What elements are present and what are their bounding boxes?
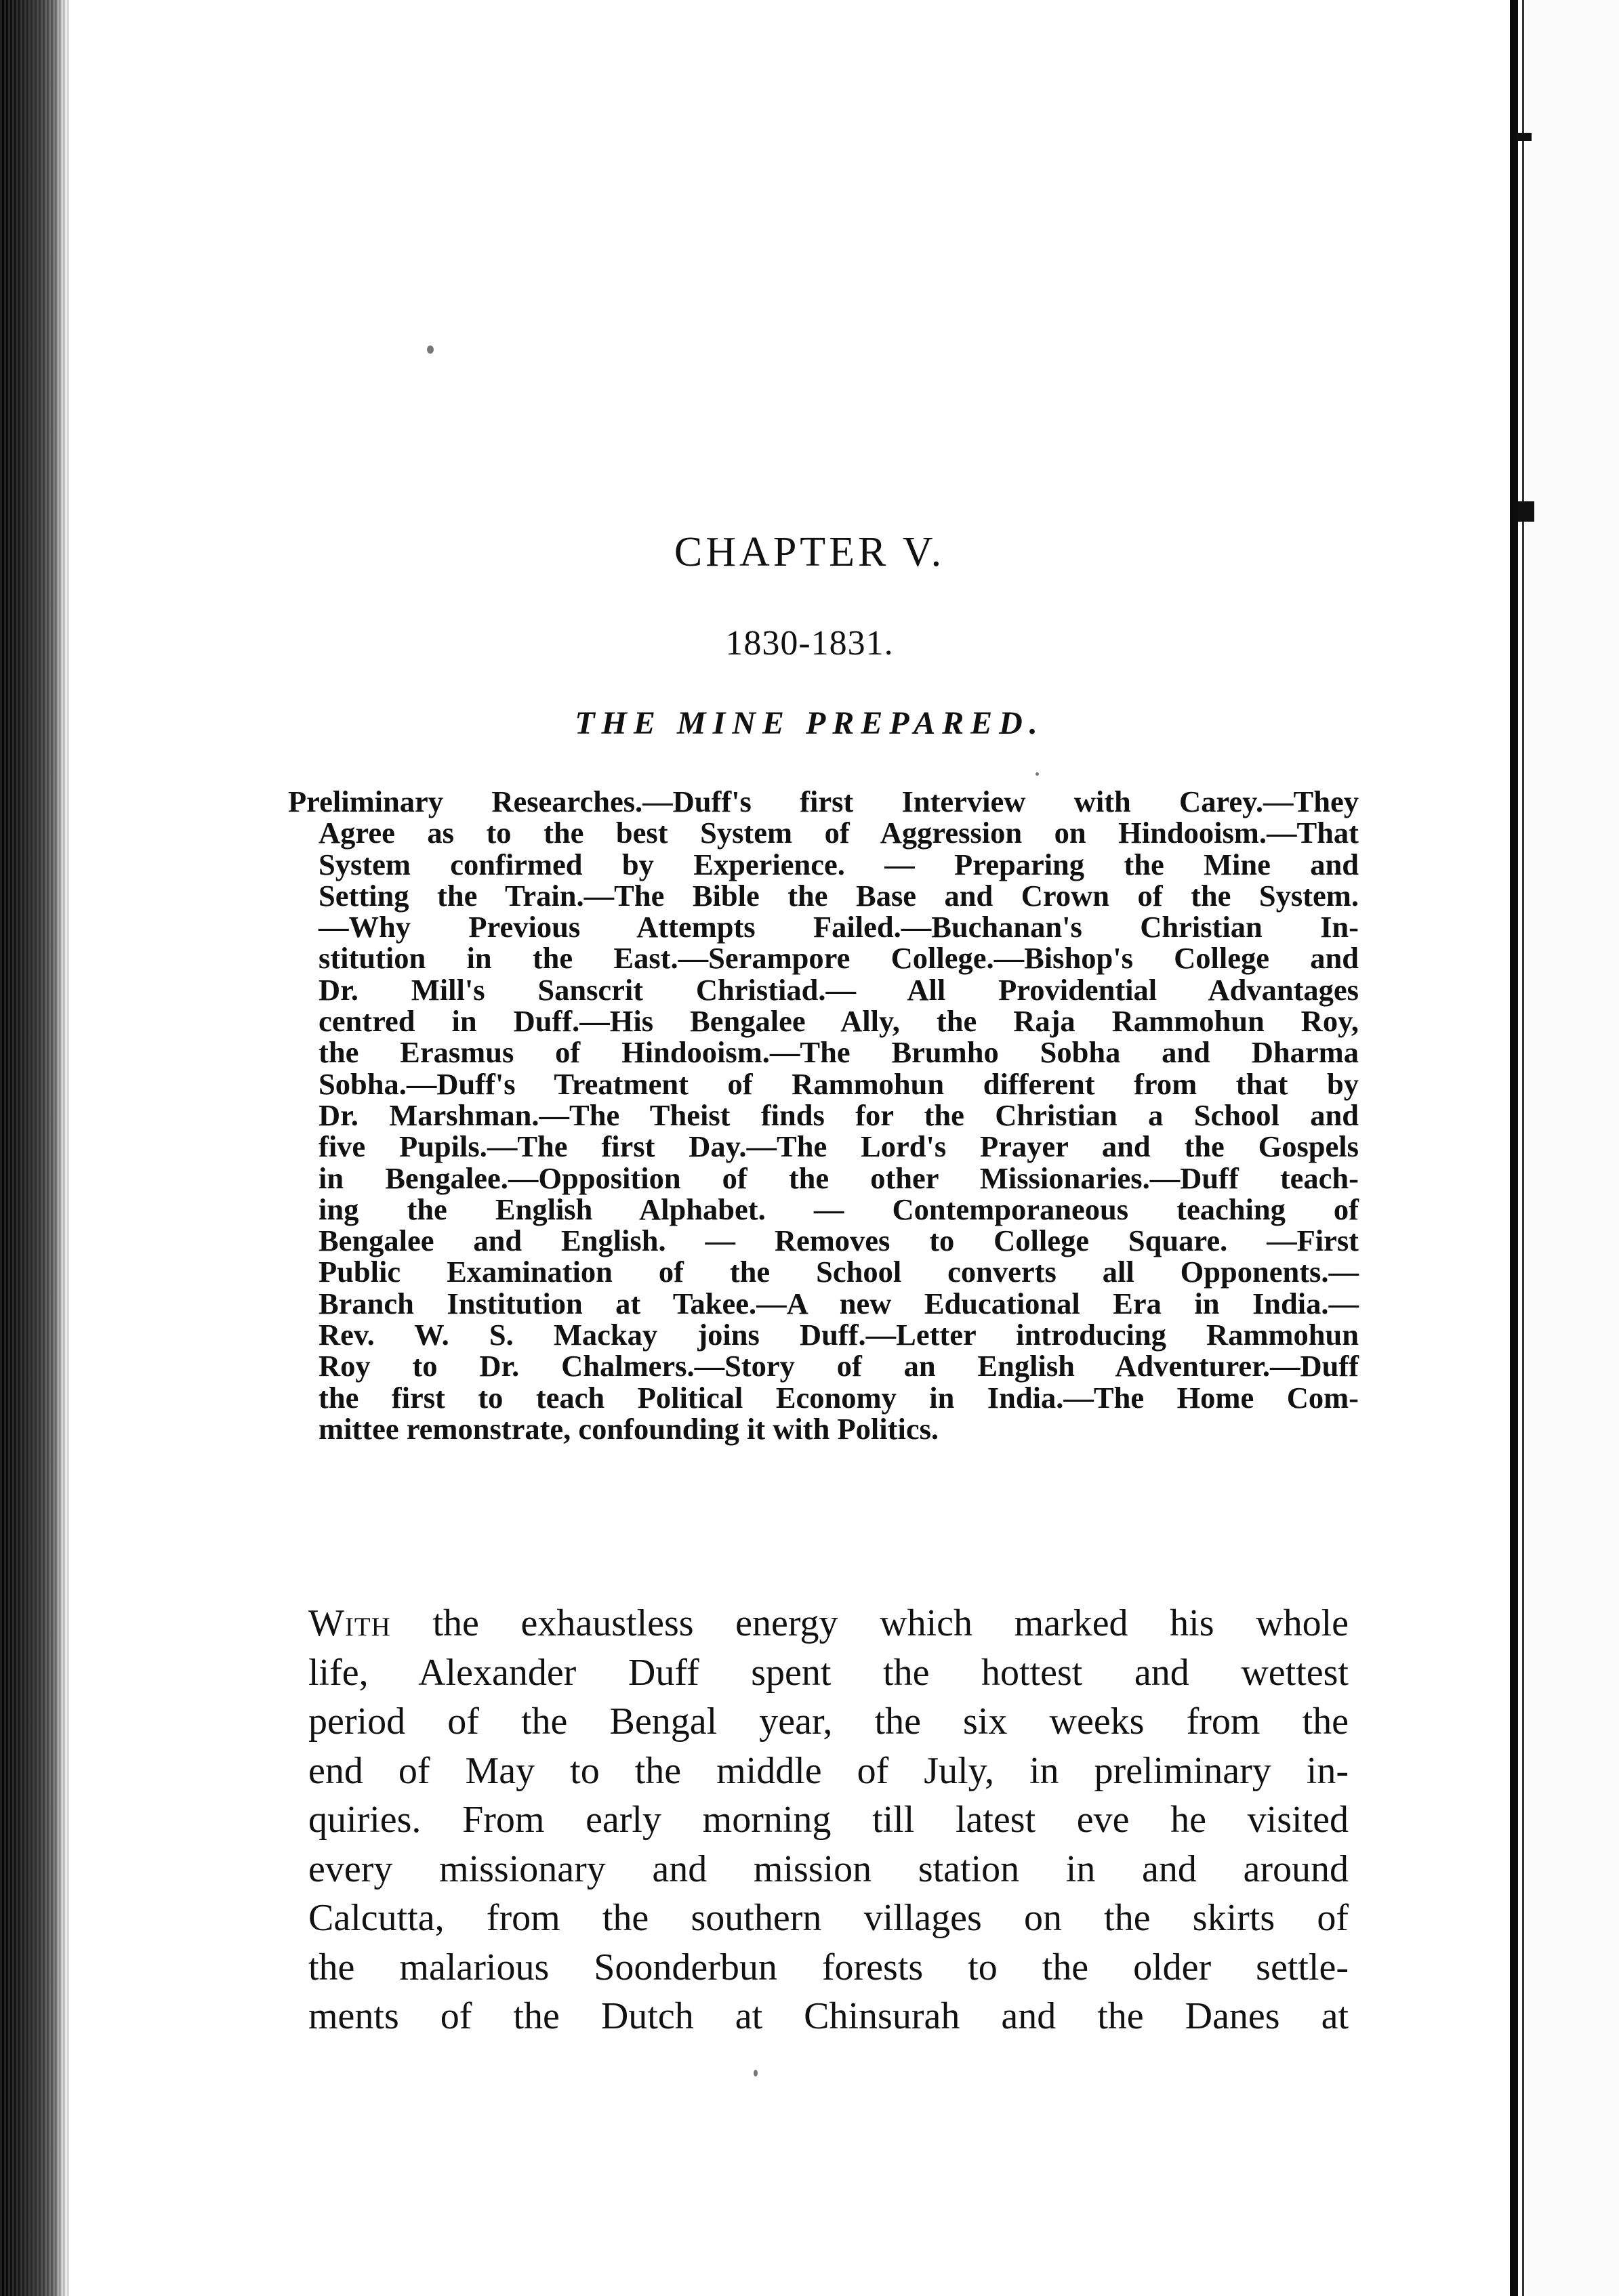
synopsis-line: Sobha.—Duff's Treatment of Rammohun different from that by bbox=[319, 1066, 1359, 1101]
opening-word: With bbox=[308, 1602, 391, 1644]
synopsis-line: stitution in the East.—Serampore College.—Bishop's College and bbox=[319, 941, 1359, 976]
synopsis-line: Setting the Train.—The Bible the Base and Crown of the System. bbox=[319, 878, 1359, 913]
body-line: end of May to the middle of July, in preliminary in- bbox=[308, 1749, 1349, 1792]
body-line: every missionary and mission station in and around bbox=[308, 1848, 1349, 1890]
chapter-heading: CHAPTER V. bbox=[674, 529, 945, 575]
synopsis-line: centred in Duff.—His Bengalee Ally, the Raja Rammohun Roy, bbox=[319, 1004, 1359, 1039]
body-line: period of the Bengal year, the six weeks from the bbox=[308, 1700, 1349, 1742]
chapter-years: 1830-1831. bbox=[725, 624, 894, 663]
body-line: Calcutta, from the southern villages on the skirts of bbox=[308, 1897, 1349, 1939]
synopsis-line: Roy to Dr. Chalmers.—Story of an English Adventurer.—Duff bbox=[319, 1349, 1359, 1383]
body-paragraph bbox=[308, 1599, 1349, 2041]
synopsis-line: ing the English Alphabet. — Contemporaneous teaching of bbox=[319, 1192, 1359, 1226]
synopsis-line: Public Examination of the School converts all Opponents.— bbox=[319, 1255, 1359, 1289]
body-line: ments of the Dutch at Chinsurah and the Danes at bbox=[308, 1995, 1349, 2037]
body-line: the malarious Soonderbun forests to the older settle- bbox=[308, 1946, 1349, 1988]
synopsis-line: System confirmed by Experience. — Preparing the Mine and bbox=[319, 847, 1359, 881]
synopsis-line: Rev. W. S. Mackay joins Duff.—Letter introducing Rammohun bbox=[319, 1318, 1359, 1352]
body-line: quiries. From early morning till latest eve he visited bbox=[308, 1799, 1349, 1841]
synopsis-line: Preliminary Researches.—Duff's first Interview with Carey.—They bbox=[288, 785, 1359, 818]
synopsis-line: five Pupils.—The first Day.—The Lord's Prayer and the Gospels bbox=[319, 1129, 1359, 1164]
chapter-subtitle: THE MINE PREPARED. bbox=[575, 705, 1044, 741]
chapter-synopsis bbox=[288, 785, 1359, 1446]
synopsis-line: Branch Institution at Takee.—A new Educational Era in India.— bbox=[319, 1286, 1359, 1320]
synopsis-line: Agree as to the best System of Aggression on Hindooism.—That bbox=[319, 816, 1359, 850]
synopsis-line: Bengalee and English. — Removes to College Square. —First bbox=[319, 1224, 1359, 1258]
synopsis-line: Dr. Marshman.—The Theist finds for the Christian a School and bbox=[319, 1098, 1359, 1132]
synopsis-line: Dr. Mill's Sanscrit Christiad.— All Providential Advantages bbox=[319, 972, 1359, 1007]
synopsis-line: the first to teach Political Economy in India.—The Home Com- bbox=[319, 1380, 1359, 1415]
synopsis-line: —Why Previous Attempts Failed.—Buchanan's Christian In- bbox=[319, 910, 1359, 944]
body-line bbox=[308, 1599, 1349, 1648]
body-line: life, Alexander Duff spent the hottest and wettest bbox=[308, 1651, 1349, 1694]
synopsis-line: the Erasmus of Hindooism.—The Brumho Sobha and Dharma bbox=[319, 1035, 1359, 1070]
body-line-text: the exhaustless energy which marked his whole bbox=[432, 1602, 1349, 1644]
synopsis-line: mittee remonstrate, confounding it with Politics. bbox=[319, 1411, 939, 1446]
synopsis-line: in Bengalee.—Opposition of the other Missionaries.—Duff teach- bbox=[319, 1161, 1359, 1195]
